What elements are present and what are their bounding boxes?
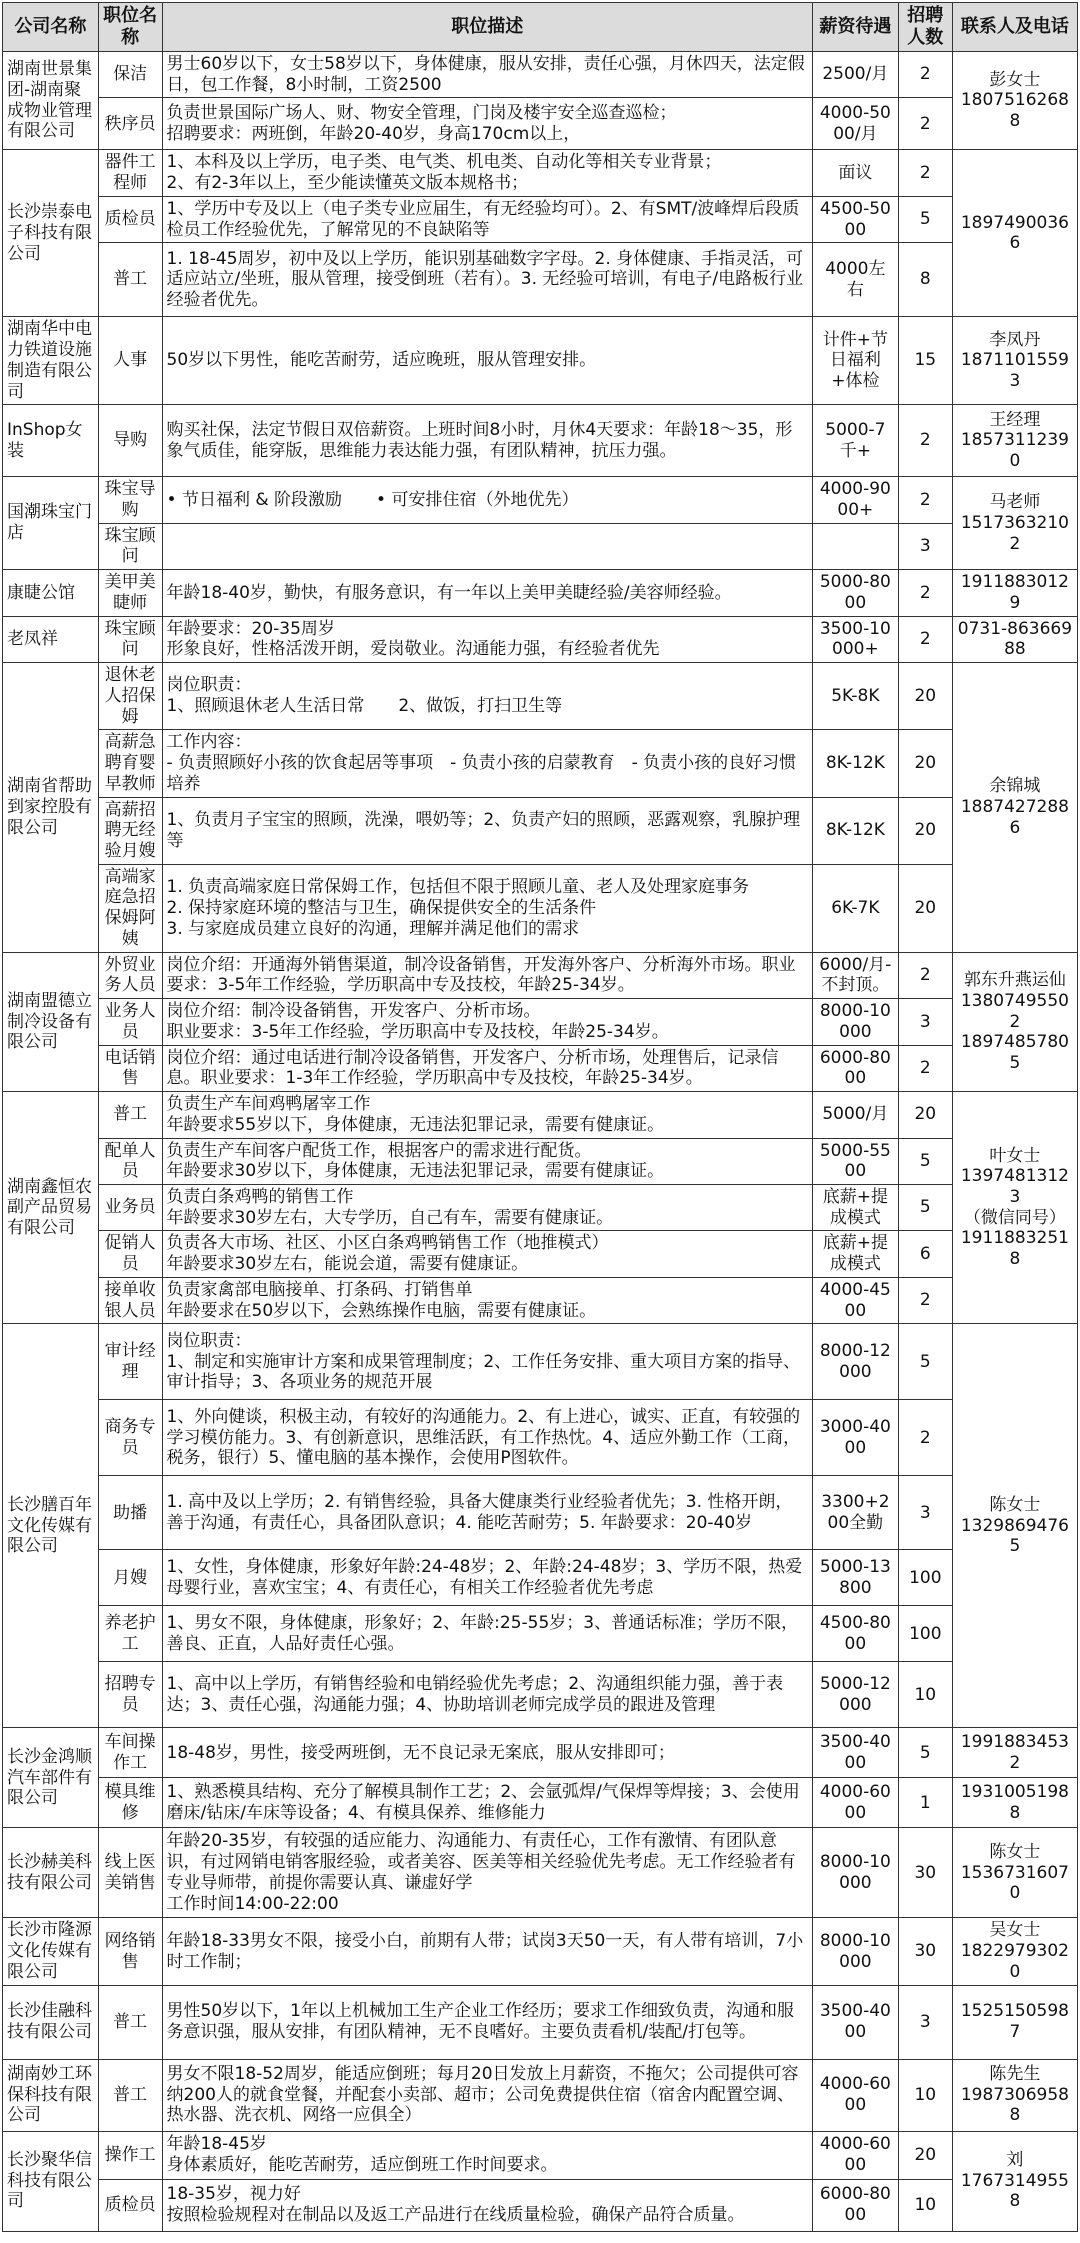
headcount-cell: 8 — [898, 243, 952, 317]
description-cell: 年龄要求：20-35周岁 形象良好，性格活泼开朗，爱岗敬业。沟通能力强，有经验者优先 — [162, 616, 812, 662]
table-header-row — [3, 3, 1078, 52]
contact-cell: 19310051988 — [952, 1778, 1077, 1828]
description-cell: 岗位介绍：制冷设备销售，开发客户、分析市场。 职业要求：3-5年工作经验，学历职高中专及技校，年龄25-34岁。 — [162, 999, 812, 1045]
table-row — [3, 196, 1078, 242]
salary-cell: 6000-8000 — [812, 1045, 898, 1091]
description-cell: 1、学历中专及以上（电子类专业应届生，有无经验均可）。2、有SMT/波峰焊后段质检员工作经验优先，了解常见的不良缺陷等 — [162, 196, 812, 242]
position-cell: 高薪招聘无经验月嫂 — [98, 797, 162, 864]
position-cell: 普工 — [98, 1985, 162, 2059]
table-row — [3, 1400, 1078, 1476]
table-row — [3, 616, 1078, 662]
position-cell: 网络销售 — [98, 1918, 162, 1985]
table-row — [3, 1277, 1078, 1323]
table-row — [3, 1778, 1078, 1828]
company-name-cell: 湖南妙工环保科技有限公司 — [3, 2059, 99, 2131]
table-row — [3, 317, 1078, 405]
headcount-cell: 10 — [898, 1662, 952, 1728]
salary-cell: 8000-10000 — [812, 1918, 898, 1985]
description-cell: 负责各大市场、社区、小区白条鸡鸭销售工作（地推模式） 年龄要求30岁左右，能说会道，需要有健康证。 — [162, 1231, 812, 1277]
salary-cell: 3300+200全勤 — [812, 1476, 898, 1550]
table-row — [3, 730, 1078, 797]
description-cell: 岗位职责： 1、照顾退休老人生活日常 2、做饭，打扫卫生等 — [162, 663, 812, 730]
salary-cell: 面议 — [812, 150, 898, 196]
headcount-cell: 2 — [898, 1277, 952, 1323]
headcount-cell: 10 — [898, 2059, 952, 2131]
salary-cell: 计件+节日福利+体检 — [812, 317, 898, 405]
headcount-cell: 1 — [898, 1778, 952, 1828]
header-contact: 联系人及电话 — [952, 3, 1077, 52]
salary-cell: 5000-5500 — [812, 1138, 898, 1184]
position-cell: 人事 — [98, 317, 162, 405]
position-cell: 质检员 — [98, 196, 162, 242]
headcount-cell: 100 — [898, 1550, 952, 1606]
table-row — [3, 1985, 1078, 2059]
salary-cell: 4000-9000+ — [812, 477, 898, 523]
contact-cell: 陈女士 15367316070 — [952, 1828, 1077, 1918]
headcount-cell: 2 — [898, 150, 952, 196]
description-cell: 年龄18-33男女不限，接受小白，前期有人带；试岗3天50一天，有人带有培训，7小时工作制； — [162, 1918, 812, 1985]
salary-cell: 5000-8000 — [812, 570, 898, 616]
salary-cell: 4500-8000 — [812, 1606, 898, 1662]
headcount-cell: 30 — [898, 1828, 952, 1918]
salary-cell: 2500/月 — [812, 51, 898, 97]
description-cell: 男女不限18-52周岁，能适应倒班；每月20日发放上月薪资，不拖欠；公司提供可容纳200人的就食堂餐，并配套小卖部、超市；公司免费提供住宿（宿舍内配置空调、热水器、洗衣机、网络一应俱全） — [162, 2059, 812, 2131]
table-row — [3, 51, 1078, 97]
contact-cell: 19918834532 — [952, 1728, 1077, 1778]
position-cell: 质检员 — [98, 2179, 162, 2231]
description-cell: 1、本科及以上学历，电子类、电气类、机电类、自动化等相关专业背景； 2、有2-3年以上，至少能读懂英文版本规格书； — [162, 150, 812, 196]
table-row — [3, 1728, 1078, 1778]
position-cell: 珠宝顾问 — [98, 616, 162, 662]
position-cell: 高端家庭急招保姆阿姨 — [98, 864, 162, 952]
description-cell: 18-48岁，男性，接受两班倒，无不良记录无案底，服从安排即可； — [162, 1728, 812, 1778]
description-cell: 负责生产车间客户配货工作，根据客户的需求进行配货。 年龄要求30岁以下，身体健康，无违法犯罪记录，需要有健康证。 — [162, 1138, 812, 1184]
headcount-cell: 20 — [898, 864, 952, 952]
company-name-cell: 湖南鑫恒农副产品贸易有限公司 — [3, 1092, 99, 1324]
description-cell: 1、男女不限，身体健康，形象好；2、年龄:25-55岁；3、普通话标准；学历不限，善良、正直，人品好责任心强。 — [162, 1606, 812, 1662]
position-cell: 退休老人招保姆 — [98, 663, 162, 730]
headcount-cell: 5 — [898, 1138, 952, 1184]
salary-cell: 8K-12K — [812, 797, 898, 864]
header-description: 职位描述 — [162, 3, 812, 52]
description-cell: 负责生产车间鸡鸭屠宰工作 年龄要求55岁以下，身体健康，无违法犯罪记录，需要有健康证。 — [162, 1092, 812, 1138]
contact-cell: 郭东升燕运仙 13807495502 18974857805 — [952, 952, 1077, 1091]
headcount-cell: 100 — [898, 1606, 952, 1662]
position-cell: 导购 — [98, 405, 162, 477]
headcount-cell: 10 — [898, 2179, 952, 2231]
headcount-cell: 2 — [898, 616, 952, 662]
company-name-cell: 湖南省帮助到家控股有限公司 — [3, 663, 99, 953]
description-cell: 1、女性，身体健康，形象好年龄:24-48岁；2、年龄:24-48岁；3、学历不限，热爱母婴行业，喜欢宝宝；4、有责任心，有相关工作经验者优先考虑 — [162, 1550, 812, 1606]
headcount-cell: 6 — [898, 1231, 952, 1277]
table-row — [3, 405, 1078, 477]
headcount-cell: 2 — [898, 98, 952, 150]
salary-cell: 底薪+提成模式 — [812, 1231, 898, 1277]
salary-cell: 8000-10000 — [812, 1828, 898, 1918]
salary-cell: 5K-8K — [812, 663, 898, 730]
description-cell: 1. 18-45周岁，初中及以上学历，能识别基础数字字母。2. 身体健康、手指灵活，可适应站立/坐班，服从管理，接受倒班（若有）。3. 无经验可培训，有电子/电路板行业经验者优先。 — [162, 243, 812, 317]
description-cell: 1、负责月子宝宝的照顾，洗澡，喂奶等；2、负责产妇的照顾，恶露观察，乳腺护理等 — [162, 797, 812, 864]
position-cell: 秩序员 — [98, 98, 162, 150]
table-row — [3, 797, 1078, 864]
headcount-cell: 5 — [898, 1728, 952, 1778]
headcount-cell: 3 — [898, 1476, 952, 1550]
contact-cell: 吴女士 18229793020 — [952, 1918, 1077, 1985]
description-cell: 1、高中以上学历，有销售经验和电销经验优先考虑；2、沟通组织能力强，善于表达；3、责任心强，沟通能力强；4、协助培训老师完成学员的跟进及管理 — [162, 1662, 812, 1728]
table-row — [3, 570, 1078, 616]
position-cell: 月嫂 — [98, 1550, 162, 1606]
table-row — [3, 999, 1078, 1045]
headcount-cell: 20 — [898, 730, 952, 797]
company-name-cell: 长沙聚华信科技有限公司 — [3, 2131, 99, 2231]
salary-cell: 8K-12K — [812, 730, 898, 797]
headcount-cell: 20 — [898, 1092, 952, 1138]
table-body — [3, 51, 1078, 2231]
position-cell: 审计经理 — [98, 1324, 162, 1400]
salary-cell: 6000/月-不封顶。 — [812, 952, 898, 998]
position-cell: 操作工 — [98, 2131, 162, 2179]
table-row — [3, 952, 1078, 998]
position-cell: 电话销售 — [98, 1045, 162, 1091]
salary-cell: 6000-8000 — [812, 2179, 898, 2231]
position-cell: 普工 — [98, 243, 162, 317]
contact-cell: 叶女士 13974813123 （微信同号） 19118832518 — [952, 1092, 1077, 1324]
header-position: 职位名称 — [98, 3, 162, 52]
table-row — [3, 98, 1078, 150]
table-row — [3, 1662, 1078, 1728]
job-listing-table — [2, 2, 1078, 2232]
salary-cell: 5000/月 — [812, 1092, 898, 1138]
company-name-cell: 湖南盟德立制冷设备有限公司 — [3, 952, 99, 1091]
salary-cell: 底薪+提成模式 — [812, 1185, 898, 1231]
headcount-cell: 20 — [898, 797, 952, 864]
description-cell: 负责世景国际广场人、财、物安全管理，门岗及楼宇安全巡查巡检； 招聘要求：两班倒，年龄20-40岁，身高170cm以上， — [162, 98, 812, 150]
table-row — [3, 1185, 1078, 1231]
position-cell: 美甲美睫师 — [98, 570, 162, 616]
salary-cell: 6K-7K — [812, 864, 898, 952]
company-name-cell: 湖南世景集团-湖南聚成物业管理有限公司 — [3, 51, 99, 149]
salary-cell: 4000-5000/月 — [812, 98, 898, 150]
contact-cell: 18974900366 — [952, 150, 1077, 317]
table-row — [3, 663, 1078, 730]
table-row — [3, 1324, 1078, 1400]
description-cell: 18-35岁，视力好 按照检验规程对在制品以及返工产品进行在线质量检验，确保产品符合质量。 — [162, 2179, 812, 2231]
description-cell: 50岁以下男性，能吃苦耐劳，适应晚班，服从管理安排。 — [162, 317, 812, 405]
headcount-cell: 2 — [898, 51, 952, 97]
company-name-cell: 长沙赫美科技有限公司 — [3, 1828, 99, 1918]
table-row — [3, 1606, 1078, 1662]
table-row — [3, 1231, 1078, 1277]
table-row — [3, 1476, 1078, 1550]
salary-cell — [812, 523, 898, 569]
salary-cell: 4500-5000 — [812, 196, 898, 242]
position-cell: 模具维修 — [98, 1778, 162, 1828]
headcount-cell: 2 — [898, 570, 952, 616]
description-cell: 负责白条鸡鸭的销售工作 年龄要求30岁左右，大专学历，自己有车，需要有健康证。 — [162, 1185, 812, 1231]
position-cell: 养老护工 — [98, 1606, 162, 1662]
table-row — [3, 1550, 1078, 1606]
position-cell: 保洁 — [98, 51, 162, 97]
salary-cell: 3500-4000 — [812, 1728, 898, 1778]
salary-cell: 5000-13800 — [812, 1550, 898, 1606]
position-cell: 珠宝导购 — [98, 477, 162, 523]
company-name-cell: 长沙崇泰电子科技有限公司 — [3, 150, 99, 317]
company-name-cell: 长沙市隆源文化传媒有限公司 — [3, 1918, 99, 1985]
salary-cell: 4000-6000 — [812, 1778, 898, 1828]
position-cell: 线上医美销售 — [98, 1828, 162, 1918]
salary-cell: 3500-4000 — [812, 1985, 898, 2059]
contact-cell: 19118830129 — [952, 570, 1077, 616]
headcount-cell: 2 — [898, 1045, 952, 1091]
table-row — [3, 477, 1078, 523]
table-row — [3, 523, 1078, 569]
contact-cell: 0731-86366988 — [952, 616, 1077, 662]
description-cell: 岗位介绍：通过电话进行制冷设备销售，开发客户、分析市场，处理售后，记录信息。职业要求：1-3年工作经验，学历职高中专及技校，年龄25-34岁。 — [162, 1045, 812, 1091]
contact-cell: 彭女士 18075162688 — [952, 51, 1077, 149]
salary-cell: 5000-12000 — [812, 1662, 898, 1728]
salary-cell: 3500-10000+ — [812, 616, 898, 662]
description-cell: 年龄18-40岁，勤快，有服务意识，有一年以上美甲美睫经验/美容师经验。 — [162, 570, 812, 616]
header-count: 招聘人数 — [898, 3, 952, 52]
header-salary: 薪资待遇 — [812, 3, 898, 52]
salary-cell: 4000-6000 — [812, 2131, 898, 2179]
description-cell: 男士60岁以下，女士58岁以下，身体健康，服从安排，责任心强，月休四天，法定假日，包工作餐，8小时制，工资2500 — [162, 51, 812, 97]
table-row — [3, 1092, 1078, 1138]
company-name-cell: 国潮珠宝门店 — [3, 477, 99, 570]
contact-cell: 陈女士 13298694765 — [952, 1324, 1077, 1728]
company-name-cell: 长沙金鸿顺汽车部件有限公司 — [3, 1728, 99, 1828]
contact-cell: 马老师 15173632102 — [952, 477, 1077, 570]
position-cell: 接单收银人员 — [98, 1277, 162, 1323]
position-cell: 业务人员 — [98, 999, 162, 1045]
description-cell: 1. 高中及以上学历；2. 有销售经验，具备大健康类行业经验者优先；3. 性格开朗，善于沟通，有责任心，具备团队意识；4. 能吃苦耐劳；5. 年龄要求：20-40岁 — [162, 1476, 812, 1550]
company-name-cell: 湖南华中电力铁道设施制造有限公司 — [3, 317, 99, 405]
headcount-cell: 20 — [898, 2131, 952, 2179]
table-row — [3, 1045, 1078, 1091]
position-cell: 珠宝顾问 — [98, 523, 162, 569]
description-cell: 年龄20-35岁，有较强的适应能力、沟通能力、有责任心，工作有激情、有团队意识，有过网销电销客服经验，或者美容、医美等相关经验优先考虑。无工作经验者有专业导师带，前提你需要认真、谦虚好学 工作时间14:00-22:00 — [162, 1828, 812, 1918]
position-cell: 器件工程师 — [98, 150, 162, 196]
company-name-cell: InShop女装 — [3, 405, 99, 477]
headcount-cell: 5 — [898, 1185, 952, 1231]
salary-cell: 8000-12000 — [812, 1324, 898, 1400]
position-cell: 普工 — [98, 2059, 162, 2131]
headcount-cell: 15 — [898, 317, 952, 405]
position-cell: 外贸业务人员 — [98, 952, 162, 998]
salary-cell: 3000-4000 — [812, 1400, 898, 1476]
table-row — [3, 864, 1078, 952]
description-cell: 工作内容： - 负责照顾好小孩的饮食起居等事项 - 负责小孩的启蒙教育 - 负责小孩的良好习惯培养 — [162, 730, 812, 797]
description-cell — [162, 523, 812, 569]
table-row — [3, 2059, 1078, 2131]
position-cell: 助播 — [98, 1476, 162, 1550]
description-cell: 1、熟悉模具结构、充分了解模具制作工艺；2、会氩弧焊/气保焊等焊接；3、会使用磨床/钻床/车床等设备；4、有模具保养、维修能力 — [162, 1778, 812, 1828]
contact-cell: 余锦城 18874272886 — [952, 663, 1077, 953]
company-name-cell: 康睫公馆 — [3, 570, 99, 616]
headcount-cell: 5 — [898, 1324, 952, 1400]
salary-cell: 8000-10000 — [812, 999, 898, 1045]
position-cell: 商务专员 — [98, 1400, 162, 1476]
table-row — [3, 2179, 1078, 2231]
company-name-cell: 老凤祥 — [3, 616, 99, 662]
description-cell: 1、外向健谈，积极主动，有较好的沟通能力。2、有上进心，诚实、正直，有较强的学习模仿能力。3、有创新意识，思维活跃，有工作热忱。4、适应外勤工作（工商，税务，银行）5、懂电脑的基本操作，会使用P图软件。 — [162, 1400, 812, 1476]
headcount-cell: 3 — [898, 999, 952, 1045]
contact-cell: 王经理 18573112390 — [952, 405, 1077, 477]
table-row — [3, 1918, 1078, 1985]
headcount-cell: 3 — [898, 1985, 952, 2059]
description-cell: • 节日福利 & 阶段激励 • 可安排住宿（外地优先） — [162, 477, 812, 523]
salary-cell: 4000左右 — [812, 243, 898, 317]
headcount-cell: 5 — [898, 196, 952, 242]
position-cell: 配单人员 — [98, 1138, 162, 1184]
description-cell: 岗位介绍：开通海外销售渠道，制冷设备销售，开发海外客户、分析海外市场。职业要求：3-5年工作经验，学历职高中专及技校，年龄25-34岁。 — [162, 952, 812, 998]
salary-cell: 5000-7千+ — [812, 405, 898, 477]
headcount-cell: 3 — [898, 523, 952, 569]
contact-cell: 刘 17673149558 — [952, 2131, 1077, 2231]
headcount-cell: 30 — [898, 1918, 952, 1985]
description-cell: 1. 负责高端家庭日常保姆工作，包括但不限于照顾儿童、老人及处理家庭事务 2. 保持家庭环境的整洁与卫生，确保提供安全的生活条件 3. 与家庭成员建立良好的沟通，理解并满足他们的需求 — [162, 864, 812, 952]
position-cell: 招聘专员 — [98, 1662, 162, 1728]
headcount-cell: 2 — [898, 952, 952, 998]
table-row — [3, 2131, 1078, 2179]
position-cell: 车间操作工 — [98, 1728, 162, 1778]
description-cell: 男性50岁以下，1年以上机械加工生产企业工作经历；要求工作细致负责，沟通和服务意识强，服从安排，有团队精神，无不良嗜好。主要负责看机/装配/打包等。 — [162, 1985, 812, 2059]
description-cell: 负责家禽部电脑接单、打条码、打销售单 年龄要求在50岁以下，会熟练操作电脑，需要有健康证。 — [162, 1277, 812, 1323]
salary-cell: 4000-6000 — [812, 2059, 898, 2131]
headcount-cell: 2 — [898, 405, 952, 477]
headcount-cell: 20 — [898, 663, 952, 730]
header-company: 公司名称 — [3, 3, 99, 52]
contact-cell: 15251505987 — [952, 1985, 1077, 2059]
table-row — [3, 1138, 1078, 1184]
description-cell: 岗位职责： 1、制定和实施审计方案和成果管理制度；2、工作任务安排、重大项目方案的指导、审计指导；3、各项业务的规范开展 — [162, 1324, 812, 1400]
contact-cell: 李凤丹 18711015593 — [952, 317, 1077, 405]
company-name-cell: 长沙膳百年文化传媒有限公司 — [3, 1324, 99, 1728]
position-cell: 业务员 — [98, 1185, 162, 1231]
company-name-cell: 长沙佳融科技有限公司 — [3, 1985, 99, 2059]
position-cell: 普工 — [98, 1092, 162, 1138]
description-cell: 年龄18-45岁 身体素质好，能吃苦耐劳，适应倒班工作时间要求。 — [162, 2131, 812, 2179]
table-row — [3, 150, 1078, 196]
position-cell: 高薪急聘育婴早教师 — [98, 730, 162, 797]
table-row — [3, 1828, 1078, 1918]
salary-cell: 4000-4500 — [812, 1277, 898, 1323]
headcount-cell: 2 — [898, 1400, 952, 1476]
headcount-cell: 2 — [898, 477, 952, 523]
contact-cell: 陈先生 19873069588 — [952, 2059, 1077, 2131]
position-cell: 促销人员 — [98, 1231, 162, 1277]
table-row — [3, 243, 1078, 317]
description-cell: 购买社保，法定节假日双倍薪资。上班时间8小时，月休4天要求：年龄18～35，形象气质佳，能穿版，思维能力表达能力强，有团队精神，抗压力强。 — [162, 405, 812, 477]
